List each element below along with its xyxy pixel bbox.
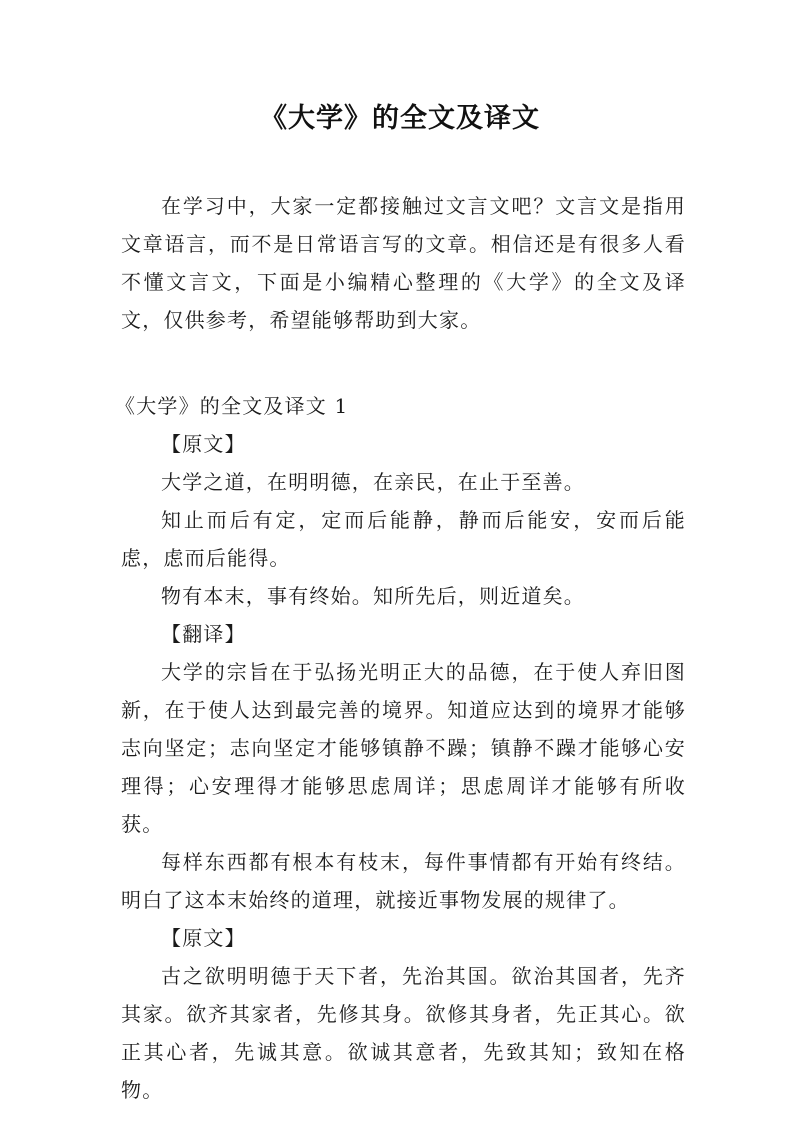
document-title: 《大学》的全文及译文 — [260, 103, 540, 134]
document-body — [115, 187, 686, 1109]
label-translation-1: 【翻译】 — [161, 622, 246, 646]
label-original-1: 【原文】 — [161, 432, 246, 456]
spacer — [121, 339, 686, 387]
label-original-2: 【原文】 — [161, 926, 246, 950]
original-line-1: 大学之道，在明明德，在亲民，在止于至善。 — [161, 470, 585, 494]
translation-paragraph-1: 大学的宗旨在于弘扬光明正大的品德，在于使人弃旧图新，在于使人达到最完善的境界。知道应达到的境界才能够志向坚定；志向坚定才能够镇静不躁；镇静不躁才能够心安理得；心安理得才能够思虑周详；思虑周详才能够有所收获。 — [121, 660, 686, 836]
intro-paragraph: 在学习中，大家一定都接触过文言文吧？文言文是指用文章语言，而不是日常语言写的文章。相信还是有很多人看不懂文言文，下面是小编精心整理的《大学》的全文及译文，仅供参考，希望能够帮助到大家。 — [121, 194, 686, 332]
translation-paragraph-2: 每样东西都有根本有枝末，每件事情都有开始有终结。明白了这本末始终的道理，就接近事物发展的规律了。 — [121, 850, 686, 912]
original-line-2: 知止而后有定，定而后能静，静而后能安，安而后能虑，虑而后能得。 — [121, 508, 686, 570]
original-line-3: 物有本末，事有终始。知所先后，则近道矣。 — [161, 584, 585, 608]
section-heading: 《大学》的全文及译文 1 — [115, 394, 349, 418]
original-line-4: 古之欲明明德于天下者，先治其国。欲治其国者，先齐其家。欲齐其家者，先修其身。欲修其身者，先正其心。欲正其心者，先诚其意。欲诚其意者，先致其知；致知在格物。 — [121, 964, 686, 1102]
